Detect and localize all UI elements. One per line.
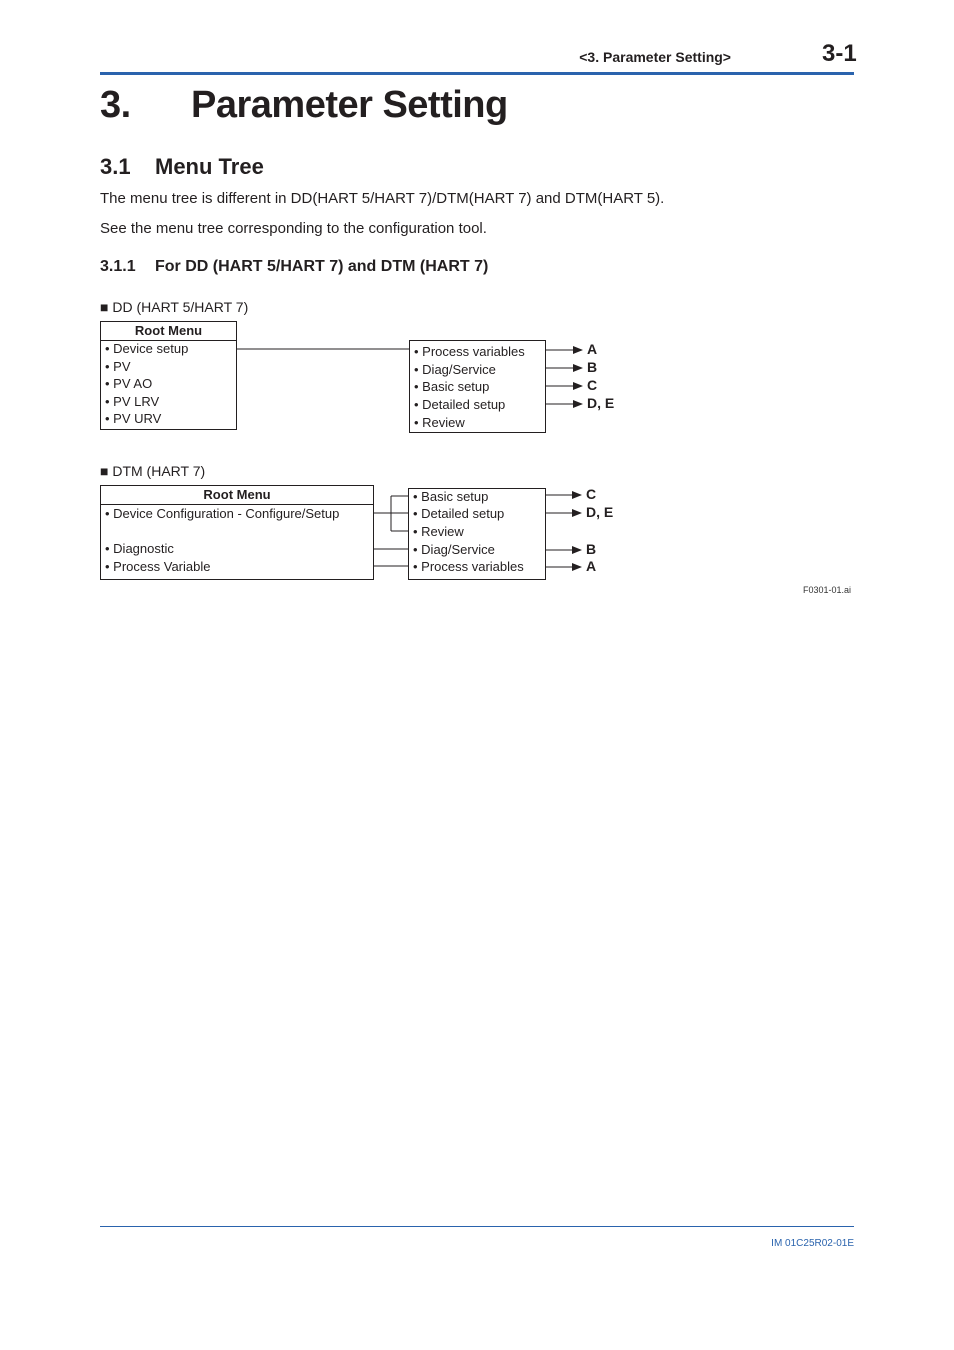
dtm-root-item: • Diagnostic <box>105 541 174 556</box>
dd-sub-item: • Diag/Service <box>414 362 496 377</box>
dtm-sub-item: • Review <box>413 524 464 539</box>
dtm-target-label: C <box>586 486 597 502</box>
dtm-sub-item: • Diag/Service <box>413 542 495 557</box>
chapter-title: Parameter Setting <box>191 84 508 126</box>
section-title: Menu Tree <box>155 154 264 179</box>
footer-rule <box>100 1226 854 1227</box>
dd-root-menu-title: Root Menu <box>101 322 236 341</box>
dd-target-label: B <box>587 359 598 375</box>
dtm-root-menu-box <box>100 485 374 580</box>
section-paragraph-1: The menu tree is different in DD(HART 5/HART 7)/DTM(HART 7) and DTM(HART 5). <box>100 190 665 207</box>
subsection-number: 3.1.1 <box>100 258 136 275</box>
dtm-sub-item: • Process variables <box>413 559 524 574</box>
dd-sub-item: • Process variables <box>414 344 525 359</box>
dtm-root-item: • Process Variable <box>105 559 211 574</box>
dtm-sub-item: • Detailed setup <box>413 506 505 521</box>
subsection-title: For DD (HART 5/HART 7) and DTM (HART 7) <box>155 258 489 275</box>
page-number: 3-1 <box>822 40 857 67</box>
dd-sub-menu-box <box>409 340 546 433</box>
dd-root-item: • PV AO <box>105 376 153 391</box>
dd-root-menu-box <box>100 321 237 430</box>
figure-id: F0301-01.ai <box>803 585 852 595</box>
dd-root-item: • PV URV <box>105 411 162 426</box>
dd-sub-item: • Detailed setup <box>414 397 506 412</box>
dd-target-label: C <box>587 377 598 393</box>
dd-sub-item: • Basic setup <box>414 379 490 394</box>
chapter-number: 3. <box>100 84 131 126</box>
document-id: IM 01C25R02-01E <box>771 1238 854 1249</box>
dd-root-item: • PV <box>105 359 131 374</box>
dtm-target-label: D, E <box>586 504 614 520</box>
dd-root-item: • PV LRV <box>105 394 160 409</box>
section-paragraph-2: See the menu tree corresponding to the configuration tool. <box>100 220 487 237</box>
section-number: 3.1 <box>100 154 131 179</box>
dd-target-label: A <box>587 341 598 357</box>
dd-root-item: • Device setup <box>105 341 189 356</box>
dtm-target-label: B <box>586 541 597 557</box>
dtm-sub-item: • Basic setup <box>413 489 489 504</box>
dtm-root-item: • Device Configuration - Configure/Setup <box>105 506 340 521</box>
dtm-diagram-label: ■ DTM (HART 7) <box>100 463 206 479</box>
dtm-target-label: A <box>586 558 597 574</box>
running-head: <3. Parameter Setting> <box>579 49 731 65</box>
dd-diagram-label: ■ DD (HART 5/HART 7) <box>100 299 249 315</box>
dtm-root-menu-title: Root Menu <box>101 486 373 505</box>
dd-sub-item: • Review <box>414 415 465 430</box>
dd-target-label: D, E <box>587 395 615 411</box>
dtm-sub-menu-box <box>408 488 546 580</box>
